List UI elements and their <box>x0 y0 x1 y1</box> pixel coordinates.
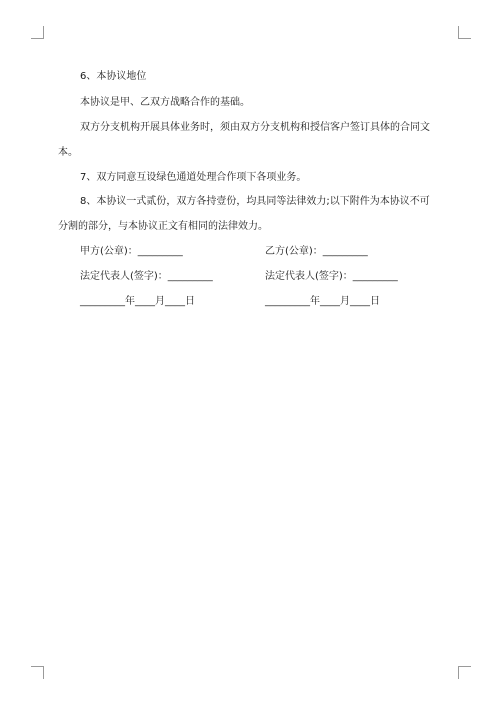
item6-heading: 6、本协议地位 <box>80 71 147 82</box>
party-b-date: _________年____月____日 <box>265 296 380 307</box>
party-b-representative-label: 法定代表人(签字)：_________ <box>265 271 398 282</box>
item8-part2: 分割的部分，与本协议正文有相同的法律效力。 <box>58 221 268 232</box>
party-a-date: _________年____月____日 <box>80 296 195 307</box>
party-b-seal-label: 乙方(公章)：_________ <box>265 246 368 257</box>
item8-part1: 8、本协议一式贰份，双方各持壹份，均具同等法律效力;以下附件为本协议不可 <box>80 196 430 207</box>
party-a-seal-label: 甲方(公章)：_________ <box>80 246 183 257</box>
item6-line1: 本协议是甲、乙双方战略合作的基础。 <box>80 97 250 108</box>
item7-text: 7、双方同意互设绿色通道处理合作项下各项业务。 <box>80 172 307 183</box>
item6-line2-part1: 双方分支机构开展具体业务时，须由双方分支机构和授信客户签订具体的合同文 <box>80 122 430 133</box>
party-a-representative-label: 法定代表人(签字)：_________ <box>80 271 213 282</box>
item6-line2-part2: 本。 <box>58 147 78 158</box>
crop-mark-top-left <box>31 26 44 39</box>
crop-mark-bottom-left <box>31 666 44 679</box>
crop-mark-bottom-right <box>458 666 471 679</box>
crop-mark-top-right <box>458 26 471 39</box>
